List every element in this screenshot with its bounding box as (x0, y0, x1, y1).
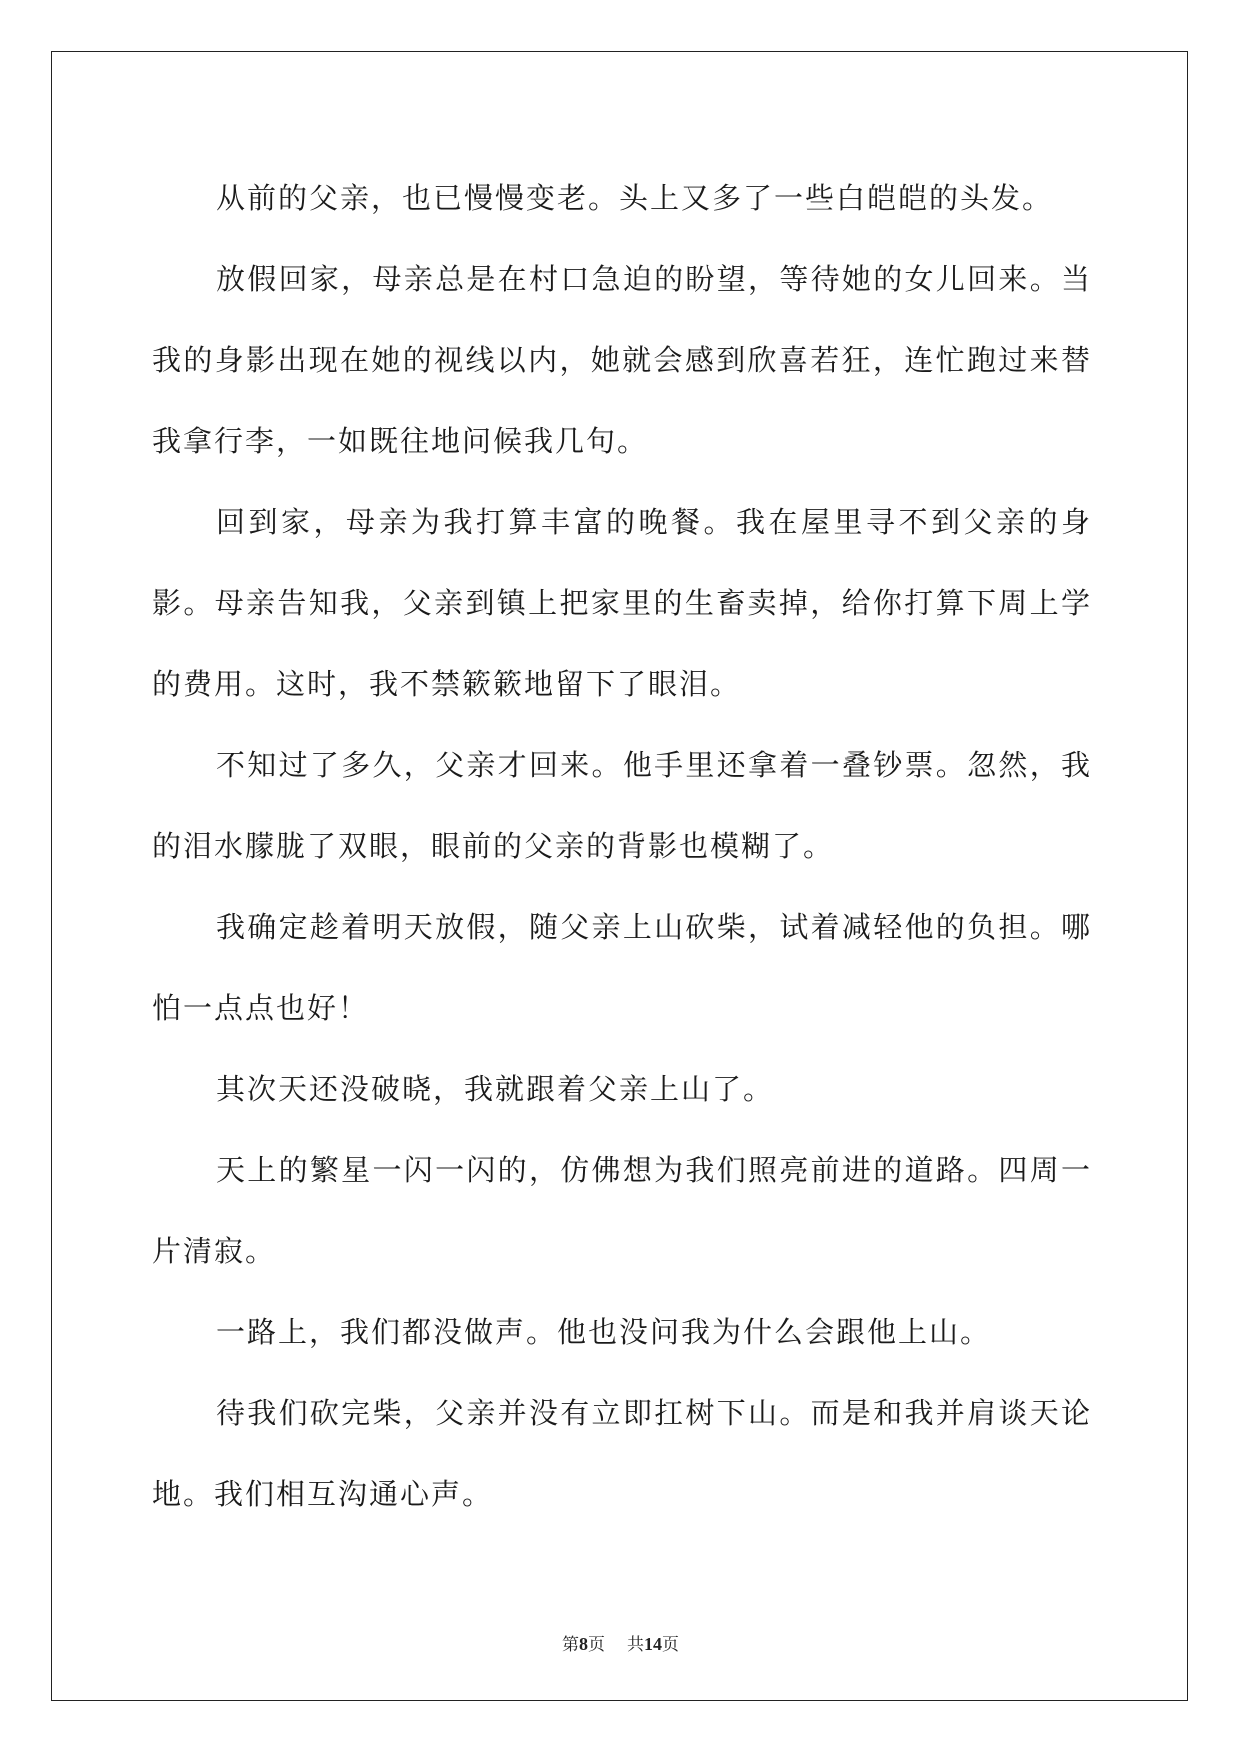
paragraph: 从前的父亲，也已慢慢变老。头上又多了一些白皑皑的头发。 (216, 181, 1054, 215)
page-footer (0, 1632, 1241, 1657)
paragraph: 不知过了多久，父亲才回来。他手里还拿着一叠钞票。忽然，我的泪水朦胧了双眼，眼前的父亲的背影也模糊了。 (152, 748, 1092, 863)
paragraph: 待我们砍完柴，父亲并没有立即扛树下山。而是和我并肩谈天论地。我们相互沟通心声。 (152, 1396, 1092, 1511)
paragraph: 放假回家，母亲总是在村口急迫的盼望，等待她的女儿回来。当我的身影出现在她的视线以内，她就会感到欣喜若狂，连忙跑过来替我拿行李，一如既往地问候我几句。 (152, 262, 1092, 458)
paragraph: 天上的繁星一闪一闪的，仿佛想为我们照亮前进的道路。四周一片清寂。 (152, 1153, 1092, 1268)
paragraph: 我确定趁着明天放假，随父亲上山砍柴，试着减轻他的负担。哪怕一点点也好！ (152, 910, 1092, 1025)
page-prefix: 第 (562, 1635, 579, 1655)
paragraph: 回到家，母亲为我打算丰富的晚餐。我在屋里寻不到父亲的身影。母亲告知我，父亲到镇上把家里的生畜卖掉，给你打算下周上学的费用。这时，我不禁簌簌地留下了眼泪。 (152, 505, 1092, 701)
page-number: 8 (579, 1634, 588, 1654)
total-pages: 14 (644, 1634, 662, 1654)
total-suffix: 页 (662, 1635, 679, 1655)
paragraph: 其次天还没破晓，我就跟着父亲上山了。 (216, 1072, 775, 1106)
total-prefix: 共 (627, 1635, 644, 1655)
page-suffix: 页 (588, 1635, 605, 1655)
document-body (152, 158, 1092, 1535)
paragraph: 一路上，我们都没做声。他也没问我为什么会跟他上山。 (216, 1315, 992, 1349)
